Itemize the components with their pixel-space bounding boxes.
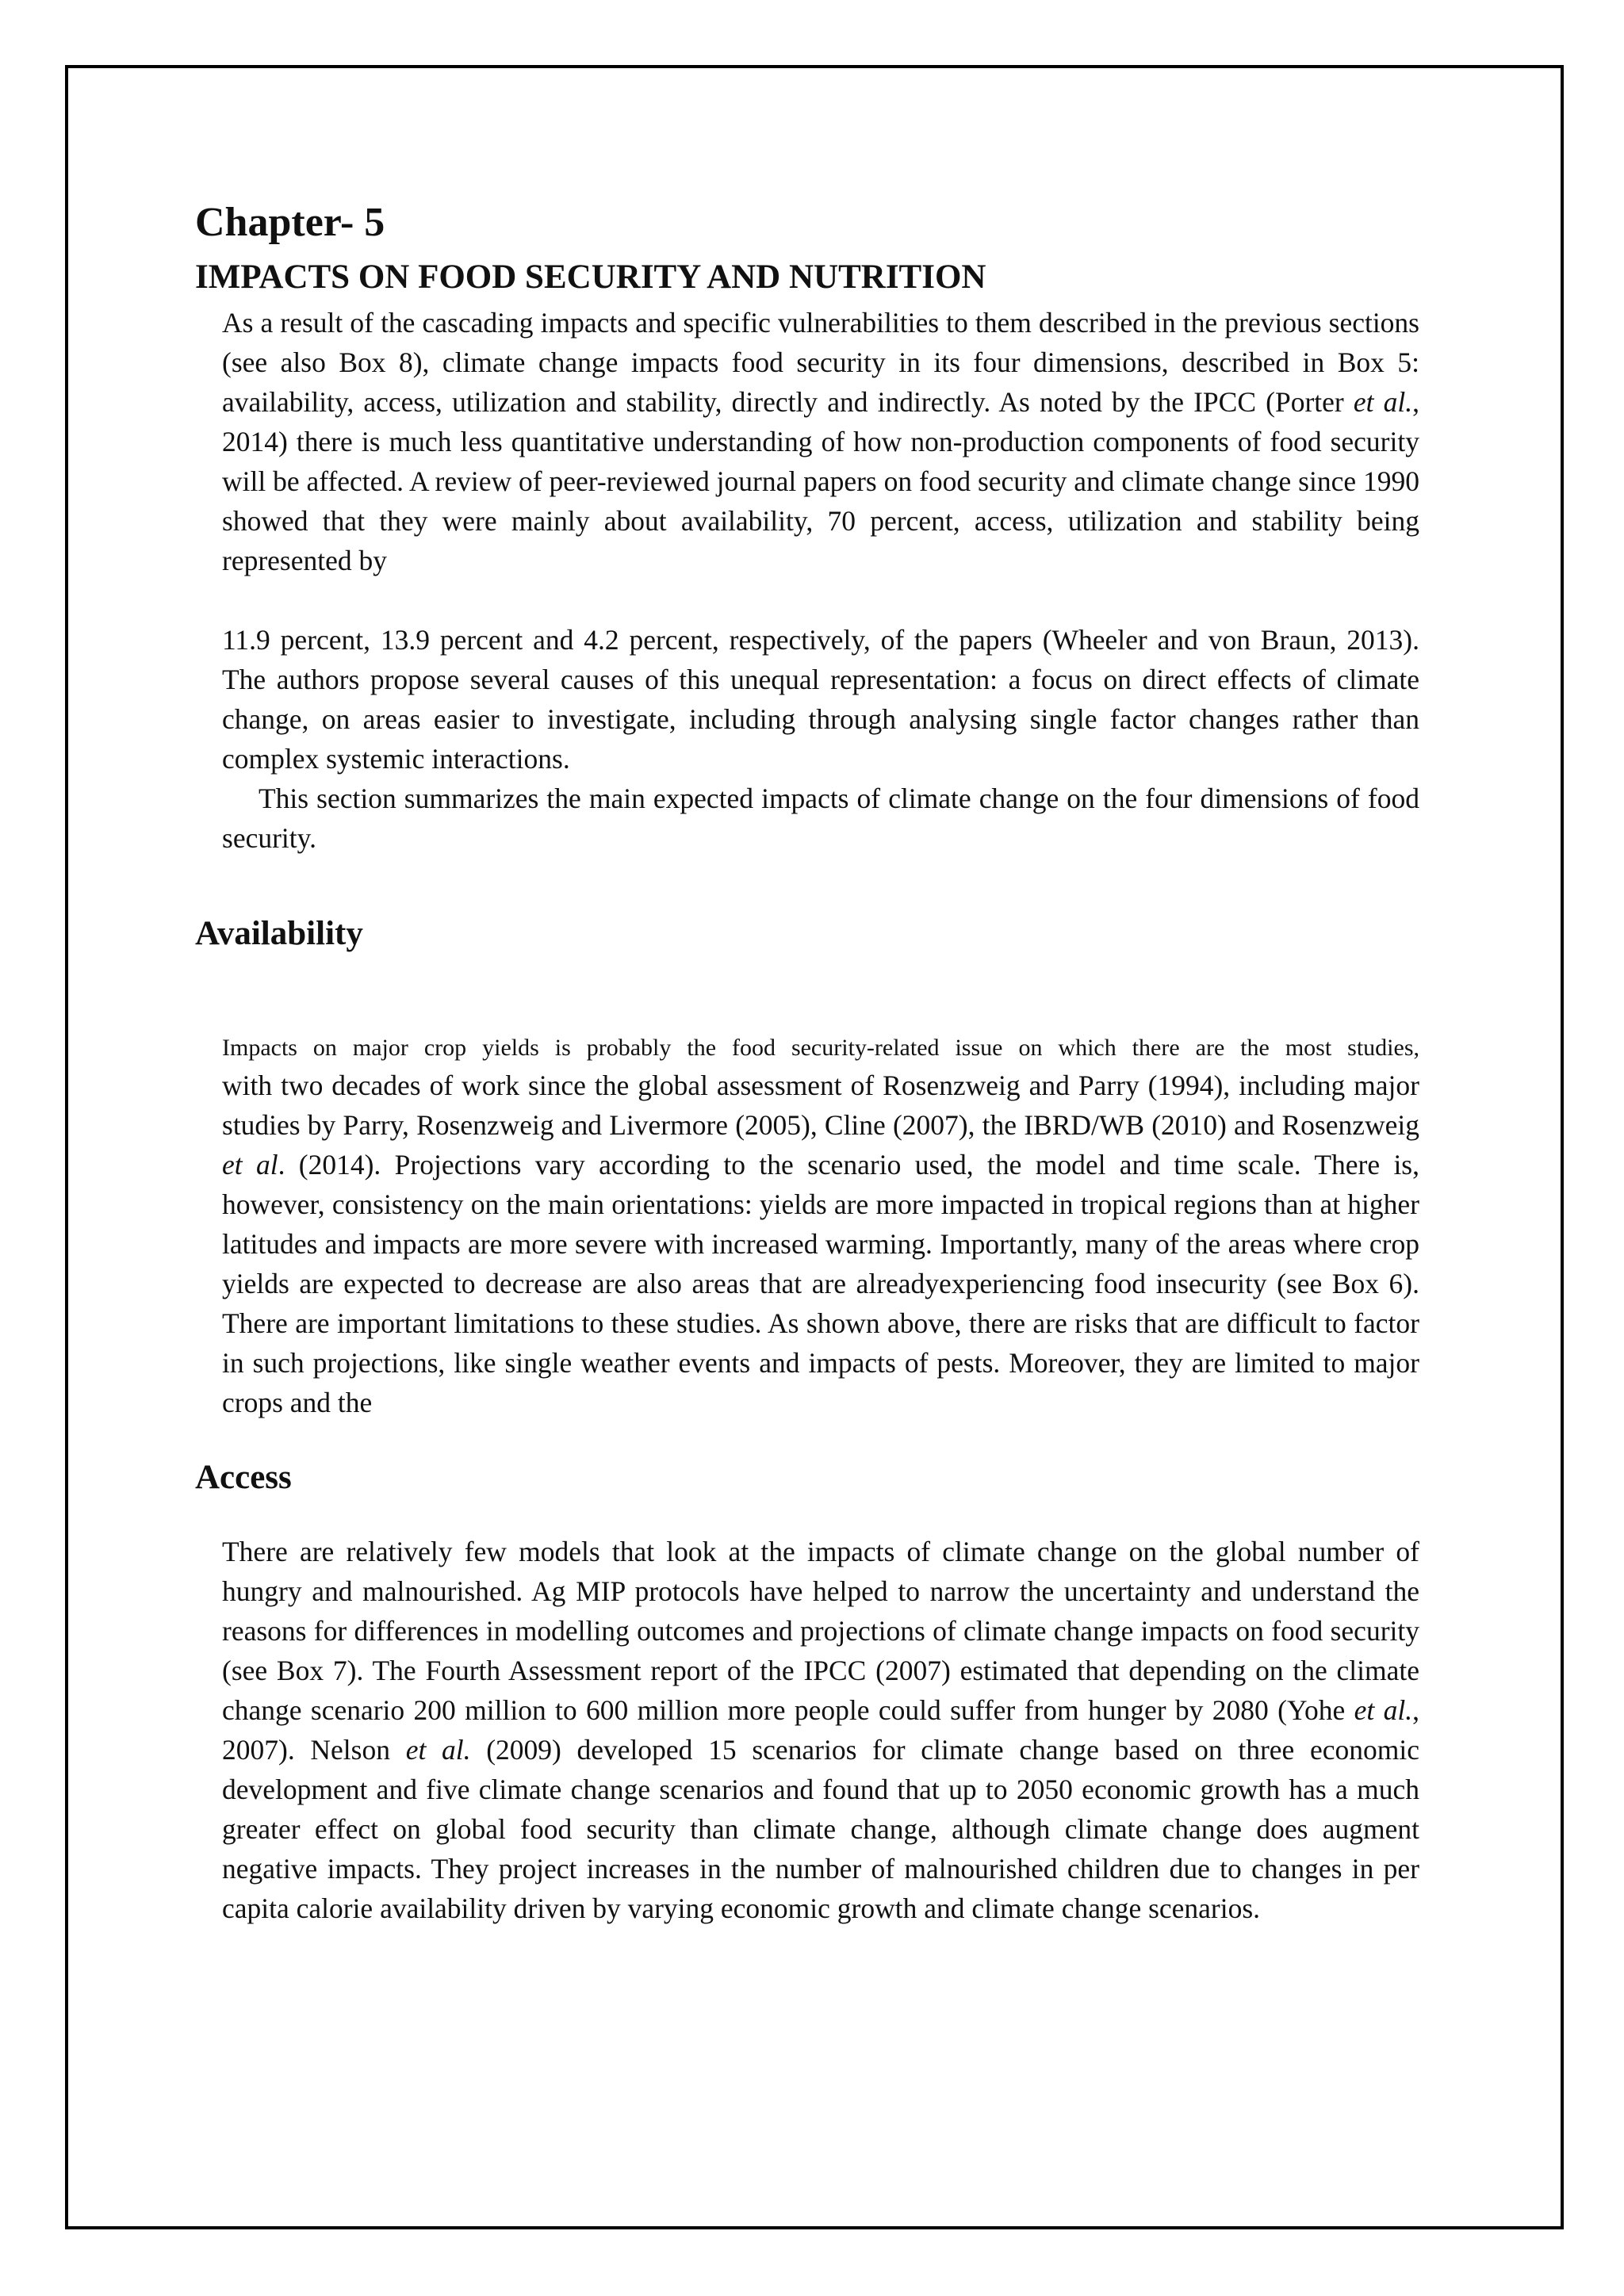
availability-paragraph: [222, 1066, 1419, 1422]
intro-p1-text-b: , 2014) there is much less quantitative understanding of how non-production components of food security will be affected. A review of peer-reviewed journal papers on food security and climate change since 1990 showed that they were mainly about availability, 70 percent, access, utilization and stability being represented by: [222, 386, 1419, 576]
access-paragraph: [222, 1532, 1419, 1928]
intro-p1-text-a: As a result of the cascading impacts and specific vulnerabilities to them described in the previous sections (see also Box 8), climate change impacts food security in its four dimensions, described in Box 5: availability, access, utilization and stability, directly and indirectly. As noted by the IPCC (Porter: [222, 307, 1419, 418]
chapter-heading: IMPACTS ON FOOD SECURITY AND NUTRITION: [195, 258, 986, 296]
availability-lead-line: Impacts on major crop yields is probably the food security-related issue on which there are the most studies,: [222, 1035, 1419, 1061]
availability-text-b: . (2014). Projections vary according to the scenario used, the model and time scale. There is, however, consistency on the main orientations: yields are more impacted in tropical regions than at higher latitudes and impacts are more severe with increased warming. Importantly, many of the areas where crop yields are expected to decrease are also areas that are alreadyexperiencing food insecurity (see Box 6). There are important limitations to these studies. As shown above, there are risks that are difficult to factor in such projections, like single weather events and impacts of pests. Moreover, they are limited to major crops and the: [222, 1149, 1419, 1418]
intro-p3-text: This section summarizes the main expected impacts of climate change on the four dimensions of food security.: [222, 783, 1419, 854]
chapter-title: Chapter- 5: [195, 200, 385, 245]
availability-text-a: with two decades of work since the global assessment of Rosenzweig and Parry (1994), including major studies by Parry, Rosenzweig and Livermore (2005), Cline (2007), the IBRD/WB (2010) and Rosenzweig: [222, 1070, 1419, 1141]
intro-paragraph-3: [222, 779, 1419, 858]
availability-heading: Availability: [195, 915, 363, 952]
access-text-c: (2009) developed 15 scenarios for climate change based on three economic development and five climate change scenarios and found that up to 2050 economic growth has a much greater effect on global food security than climate change, although climate change does augment negative impacts. They project increases in the number of malnourished children due to changes in per capita calorie availability driven by varying economic growth and climate change scenarios.: [222, 1734, 1419, 1924]
access-text-b: , 2007). Nelson: [222, 1694, 1420, 1766]
intro-p1-etal: et al.: [1353, 386, 1413, 418]
access-etal-1: et al.: [1354, 1694, 1413, 1726]
intro-paragraph-2: [222, 620, 1419, 779]
intro-paragraph-1: [222, 303, 1419, 580]
access-etal-2: et al.: [405, 1734, 471, 1766]
access-heading: Access: [195, 1459, 292, 1496]
access-text-a: There are relatively few models that look at the impacts of climate change on the global number of hungry and malnourished. Ag MIP protocols have helped to narrow the uncertainty and understand the reasons for differences in modelling outcomes and projections of climate change impacts on food security (see Box 7). The Fourth Assessment report of the IPCC (2007) estimated that depending on the climate change scenario 200 million to 600 million more people could suffer from hunger by 2080 (Yohe: [222, 1536, 1419, 1726]
availability-etal: et al: [222, 1149, 278, 1181]
intro-p2-text: 11.9 percent, 13.9 percent and 4.2 percent, respectively, of the papers (Wheeler and von Braun, 2013). The authors propose several causes of this unequal representation: a focus on direct effects of climate change, on areas easier to investigate, including through analysing single factor changes rather than complex systemic interactions.: [222, 624, 1419, 775]
